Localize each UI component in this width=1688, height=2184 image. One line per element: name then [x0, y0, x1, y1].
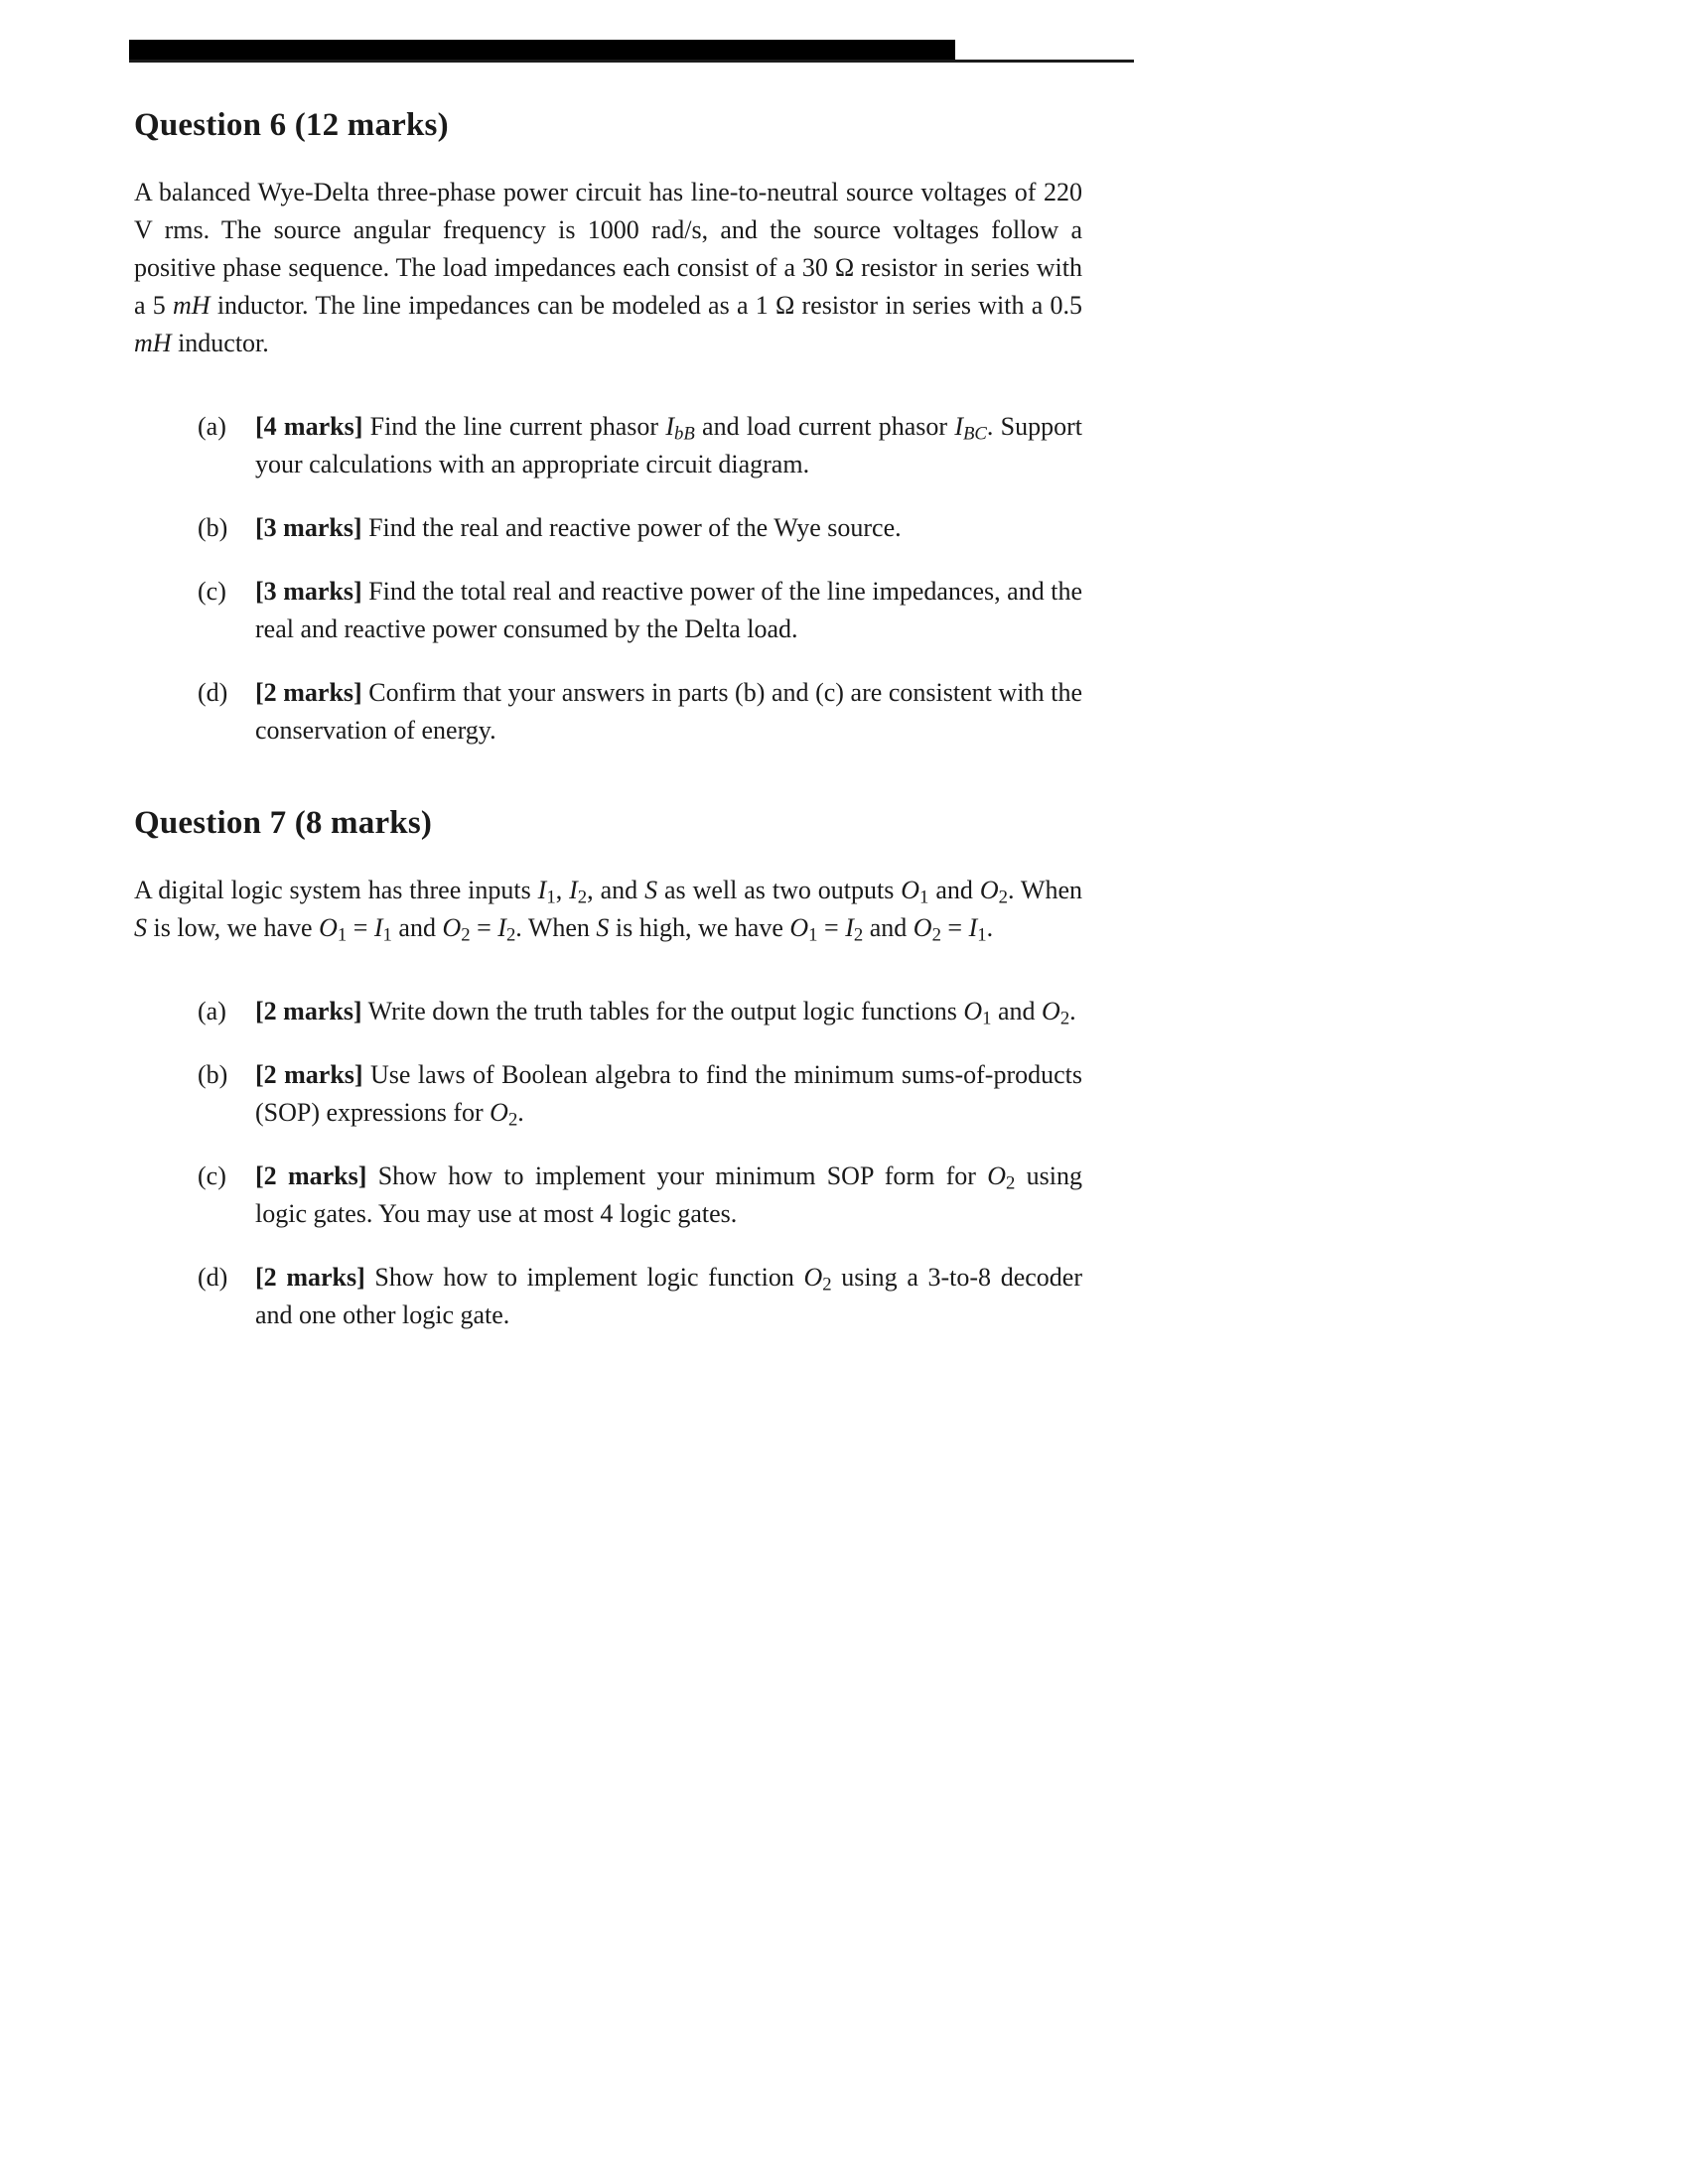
text-segment: I — [665, 412, 674, 441]
text-segment: Find the total real and reactive power of the line impedances, and the real and reactive power consumed by the Delta load. — [255, 577, 1083, 643]
text-segment: and load current phasor — [694, 412, 955, 441]
subscript-text: 2 — [1059, 1008, 1070, 1029]
part-text — [255, 573, 1082, 648]
text-segment: mH — [173, 291, 211, 320]
subscript-text: 1 — [919, 887, 929, 908]
subscript-text: 2 — [998, 887, 1008, 908]
text-segment: Find the line current phasor — [362, 412, 666, 441]
header-rule — [129, 40, 1134, 63]
text-segment: and — [391, 913, 443, 942]
subscript-text: BC — [963, 423, 987, 445]
part-text — [255, 993, 1082, 1030]
text-segment: and — [991, 997, 1043, 1025]
text-segment: is high, we have — [609, 913, 790, 942]
text-segment: = — [347, 913, 374, 942]
question-6-part-b — [198, 509, 1082, 547]
text-segment: Show how to implement logic function — [364, 1263, 804, 1292]
subscript-text: 2 — [505, 924, 516, 946]
text-segment: [3 marks] — [255, 577, 362, 606]
text-segment: , and — [587, 876, 645, 904]
text-segment: = — [817, 913, 846, 942]
text-segment: is low, we have — [147, 913, 320, 942]
text-segment: . Support your calculations with an appropriate circuit diagram. — [255, 412, 1083, 478]
part-label: (a) — [198, 997, 226, 1025]
part-text — [255, 408, 1082, 483]
text-segment: . — [986, 913, 994, 942]
text-segment: . — [517, 1098, 524, 1127]
text-segment: [3 marks] — [255, 513, 362, 542]
part-text — [255, 509, 1082, 547]
text-segment: and — [928, 876, 980, 904]
text-segment: inductor. — [171, 329, 269, 357]
text-segment: [2 marks] — [255, 997, 362, 1025]
text-segment: Find the real and reactive power of the Wye source. — [361, 513, 902, 542]
subscript-text: 1 — [382, 924, 392, 946]
text-segment: and — [863, 913, 914, 942]
part-label: (d) — [198, 678, 228, 707]
question-6-part-a — [198, 408, 1082, 483]
text-segment: I — [373, 913, 383, 942]
question-7-part-c — [198, 1158, 1082, 1233]
part-label: (c) — [198, 1161, 226, 1190]
subscript-text: 1 — [982, 1008, 992, 1029]
text-segment: . — [1069, 997, 1076, 1025]
subscript-text: 2 — [822, 1274, 832, 1296]
subscript-text: 1 — [337, 924, 348, 946]
text-segment: O — [1042, 997, 1060, 1025]
text-segment: I — [497, 913, 506, 942]
text-segment: I — [968, 913, 978, 942]
subscript-text: bB — [673, 423, 695, 445]
text-segment: = — [470, 913, 498, 942]
question-7-intro — [134, 872, 1082, 947]
subscript-text: 2 — [507, 1109, 518, 1131]
text-segment: O — [901, 876, 920, 904]
text-segment: O — [979, 876, 999, 904]
question-6-parts — [134, 408, 1082, 750]
subscript-text: 1 — [546, 887, 556, 908]
text-segment: = — [940, 913, 969, 942]
subscript-text: 2 — [577, 887, 588, 908]
text-segment: O — [789, 913, 809, 942]
text-segment: O — [319, 913, 338, 942]
text-segment: mH — [134, 329, 172, 357]
text-segment: . When — [1007, 876, 1082, 904]
question-6-intro — [134, 174, 1082, 362]
text-segment: as well as two outputs — [657, 876, 902, 904]
subscript-text: 2 — [853, 924, 864, 946]
part-label: (b) — [198, 1060, 228, 1089]
text-segment: [2 marks] — [255, 1161, 367, 1190]
header-redaction-bar — [129, 40, 955, 63]
text-segment: S — [134, 913, 147, 942]
question-7-part-a — [198, 993, 1082, 1030]
text-segment: . When — [515, 913, 597, 942]
part-text — [255, 1259, 1082, 1334]
text-segment: using a 3-to-8 decoder and one other logic gate. — [255, 1263, 1083, 1329]
question-7-part-b — [198, 1056, 1082, 1132]
subscript-text: 2 — [461, 924, 471, 946]
text-segment: , — [555, 876, 570, 904]
subscript-text: 2 — [931, 924, 941, 946]
question-6-part-c — [198, 573, 1082, 648]
text-segment: [2 marks] — [255, 678, 362, 707]
part-label: (b) — [198, 513, 228, 542]
question-6-part-d — [198, 674, 1082, 750]
text-segment: I — [569, 876, 578, 904]
text-segment: I — [537, 876, 547, 904]
subscript-text: 1 — [808, 924, 818, 946]
text-segment: using logic gates. You may use at most 4 logic gates. — [255, 1161, 1083, 1228]
text-segment: O — [913, 913, 932, 942]
part-label: (c) — [198, 577, 226, 606]
text-segment: [2 marks] — [255, 1263, 365, 1292]
text-segment: S — [644, 876, 658, 904]
subscript-text: 1 — [977, 924, 987, 946]
part-text — [255, 1056, 1082, 1132]
part-label: (a) — [198, 412, 226, 441]
text-segment: Write down the truth tables for the output logic functions — [361, 997, 964, 1025]
part-text — [255, 674, 1082, 750]
question-7-title: Question 7 (8 marks) — [134, 805, 433, 841]
text-segment: Confirm that your answers in parts (b) and (c) are consistent with the conservation of energy. — [255, 678, 1082, 745]
text-segment: [2 marks] — [255, 1060, 363, 1089]
text-segment: S — [596, 913, 610, 942]
subscript-text: 2 — [1006, 1172, 1016, 1194]
text-segment: O — [803, 1263, 823, 1292]
text-segment: Use laws of Boolean algebra to find the minimum sums-of-products (SOP) expressions for — [255, 1060, 1082, 1127]
question-7-parts — [134, 993, 1082, 1334]
question-7-part-d — [198, 1259, 1082, 1334]
text-segment: O — [442, 913, 462, 942]
text-segment: inductor. The line impedances can be modeled as a 1 Ω resistor in series with a 0.5 — [210, 291, 1082, 320]
text-segment: O — [987, 1161, 1006, 1190]
part-text — [255, 1158, 1082, 1233]
part-label: (d) — [198, 1263, 228, 1292]
document-content — [134, 107, 1082, 1360]
text-segment: [4 marks] — [255, 412, 363, 441]
text-segment: A digital logic system has three inputs — [134, 876, 538, 904]
text-segment: O — [490, 1098, 508, 1127]
text-segment: Show how to implement your minimum SOP form for — [366, 1161, 988, 1190]
question-6-title: Question 6 (12 marks) — [134, 107, 449, 143]
text-segment: I — [954, 412, 963, 441]
text-segment: O — [963, 997, 983, 1025]
text-segment: A balanced Wye-Delta three-phase power circuit has line-to-neutral source voltages of 220 V rms. The source angular frequency is 1000 rad/s, and the source voltages follow a positive phase sequence. The load impedances each consist of a 30 Ω resistor in series with a 5 — [134, 178, 1082, 320]
text-segment: I — [845, 913, 854, 942]
